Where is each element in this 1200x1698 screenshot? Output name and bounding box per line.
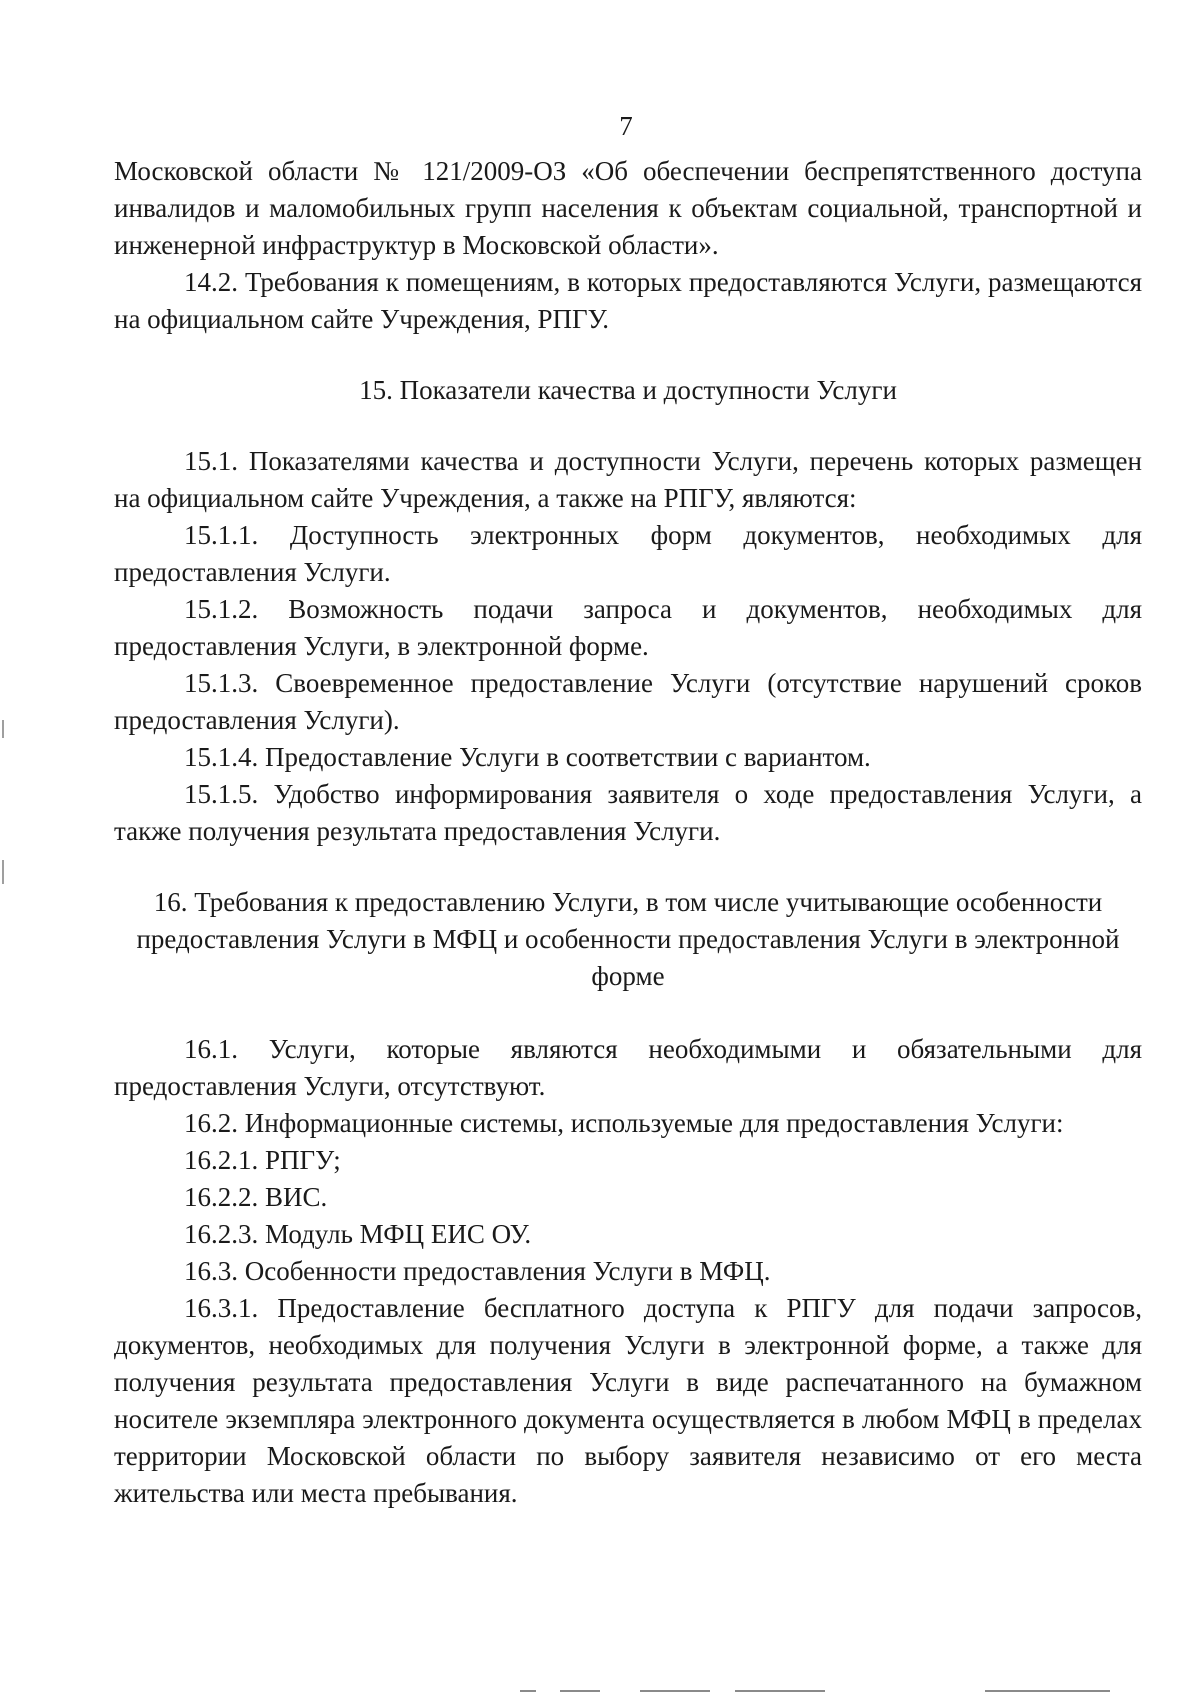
spacer: [114, 850, 1142, 884]
spacer: [114, 409, 1142, 443]
scan-artifact: [2, 720, 4, 738]
scan-artifact: [520, 1690, 536, 1692]
document-body: [114, 153, 1142, 1512]
paragraph-continuation: Московской области № 121/2009-ОЗ «Об обеспечении беспрепятственного доступа инвалидов и маломобильных групп населения к объектам социальной, транспортной и инженерной инфраструктур в Московской области».: [114, 156, 1142, 260]
paragraph-15-1: 15.1. Показателями качества и доступности Услуги, перечень которых размещен на официальном сайте Учреждения, а также на РПГУ, являются:: [114, 446, 1142, 513]
paragraph-16-2-2: 16.2.2. ВИС.: [184, 1182, 328, 1212]
section-heading-15: 15. Показатели качества и доступности Услуги: [359, 375, 897, 405]
paragraph-16-1: 16.1. Услуги, которые являются необходимыми и обязательными для предоставления Услуги, отсутствуют.: [114, 1034, 1142, 1101]
spacer: [114, 338, 1142, 372]
paragraph-14-2: 14.2. Требования к помещениям, в которых предоставляются Услуги, размещаются на официальном сайте Учреждения, РПГУ.: [114, 267, 1142, 334]
scan-artifact: [560, 1690, 600, 1692]
scan-artifact: [735, 1690, 825, 1692]
paragraph-16-3: 16.3. Особенности предоставления Услуги в МФЦ.: [184, 1256, 771, 1286]
paragraph-16-2-3: 16.2.3. Модуль МФЦ ЕИС ОУ.: [184, 1219, 532, 1249]
spacer: [114, 995, 1142, 1031]
scan-artifact: [985, 1690, 1110, 1692]
paragraph-16-2-1: 16.2.1. РПГУ;: [184, 1145, 341, 1175]
scan-artifact: [640, 1690, 710, 1692]
paragraph-15-1-4: 15.1.4. Предоставление Услуги в соответствии с вариантом.: [184, 742, 871, 772]
scan-artifact: [2, 860, 4, 884]
paragraph-15-1-3: 15.1.3. Своевременное предоставление Услуги (отсутствие нарушений сроков предоставления Услуги).: [114, 668, 1142, 735]
section-heading-16: 16. Требования к предоставлению Услуги, в том числе учитывающие особенности предоставления Услуги в МФЦ и особенности предоставления Услуги в электронной форме: [136, 887, 1120, 991]
paragraph-15-1-2: 15.1.2. Возможность подачи запроса и документов, необходимых для предоставления Услуги, в электронной форме.: [114, 594, 1142, 661]
paragraph-16-2: 16.2. Информационные системы, используемые для предоставления Услуги:: [184, 1108, 1064, 1138]
paragraph-15-1-1: 15.1.1. Доступность электронных форм документов, необходимых для предоставления Услуги.: [114, 520, 1142, 587]
paragraph-15-1-5: 15.1.5. Удобство информирования заявителя о ходе предоставления Услуги, а также получения результата предоставления Услуги.: [114, 779, 1142, 846]
page-number: 7: [619, 111, 633, 141]
paragraph-16-3-1: 16.3.1. Предоставление бесплатного доступа к РПГУ для подачи запросов, документов, необходимых для получения Услуги в электронной форме, а также для получения результата предоставления Услуги в виде распечатанного на бумажном носителе экземпляра электронного документа осуществляется в любом МФЦ в пределах территории Московской области по выбору заявителя независимо от его места жительства или места пребывания.: [114, 1293, 1142, 1508]
